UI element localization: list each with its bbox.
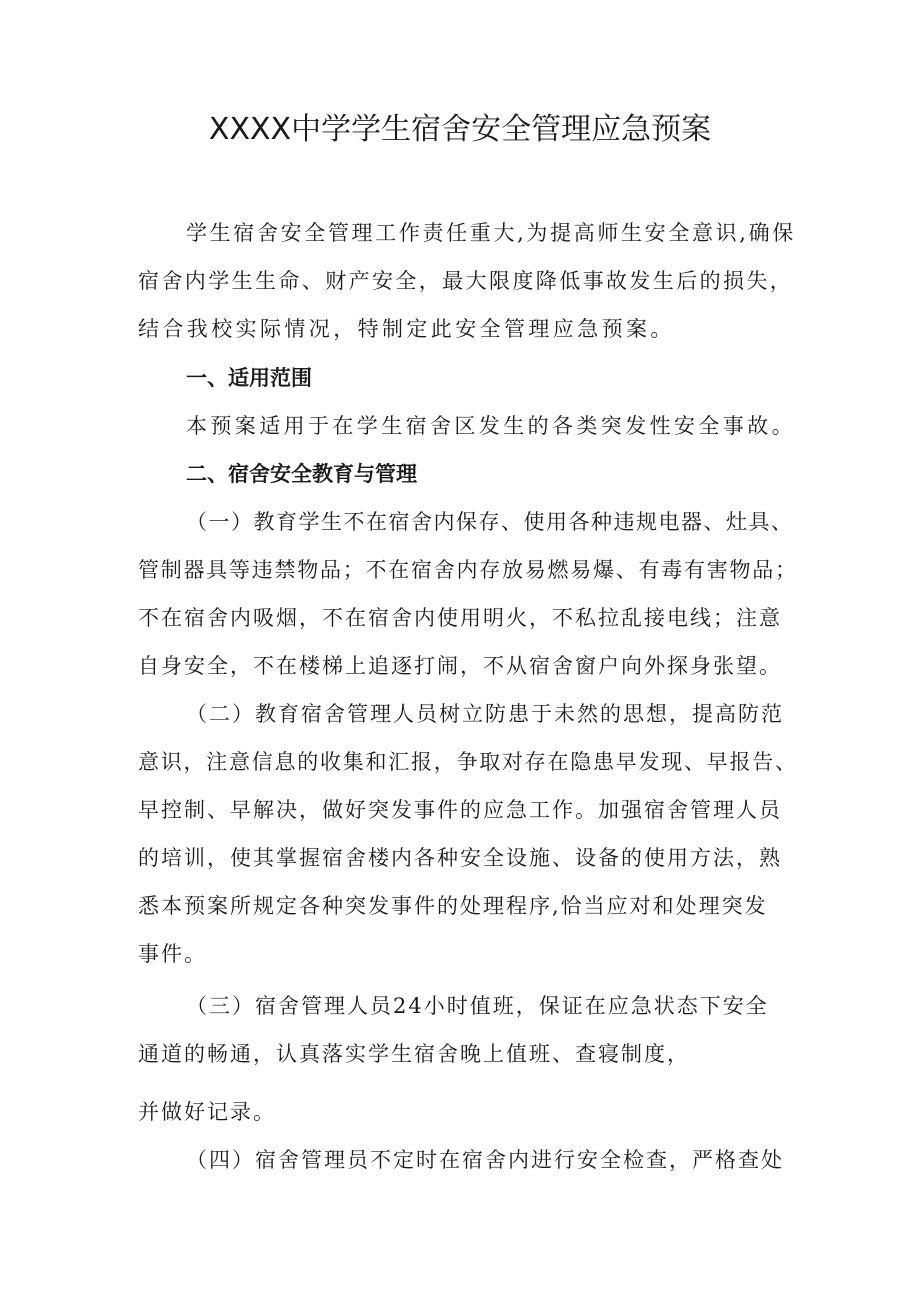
item-1-line-1: （一）教育学生不在宿舍内保存、使用各种违规电器、灶具、: [186, 510, 794, 534]
item-2-line-2: 意识，注意信息的收集和汇报，争取对存在隐患早发现、早报告、: [138, 750, 798, 774]
item-2-line-1: （二）教育宿舍管理人员树立防患于未然的思想，提高防范: [186, 702, 784, 726]
intro-line-2: 宿舍内学生生命、财产安全，最大限度降低事故发生后的损失，: [138, 269, 794, 293]
item-3-line-3: 并做好记录。: [138, 1100, 276, 1124]
item-3-line-2: 通道的畅通，认真落实学生宿舍晚上值班、查寝制度，: [138, 1042, 690, 1066]
document-title: XXXX中学学生宿舍安全管理应急预案: [208, 112, 712, 147]
item-2-line-4: 的培训，使其掌握宿舍楼内各种安全设施、设备的使用方法，熟: [138, 846, 782, 870]
intro-line-1: 学生宿舍安全管理工作责任重大,为提高师生安全意识,确保: [186, 221, 796, 245]
item-2-line-5: 悉本预案所规定各种突发事件的处理程序,恰当应对和处理突发: [138, 894, 768, 918]
item-1-line-3: 不在宿舍内吸烟，不在宿舍内使用明火，不私拉乱接电线；注意: [138, 606, 782, 630]
item-1-line-2: 管制器具等违禁物品；不在宿舍内存放易燃易爆、有毒有害物品；: [138, 558, 798, 582]
section-1-heading: 一、适用范围: [186, 366, 312, 390]
item-1-line-4: 自身安全，不在楼梯上追逐打闹，不从宿舍窗户向外探身张望。: [138, 654, 782, 678]
item-3-line-1: （三）宿舍管理人员24小时值班，保证在应急状态下安全: [186, 994, 769, 1018]
section-2-heading: 二、宿舍安全教育与管理: [186, 462, 417, 486]
intro-line-3: 结合我校实际情况，特制定此安全管理应急预案。: [138, 317, 675, 341]
section-1-line-1: 本预案适用于在学生宿舍区发生的各类突发性安全事故。: [186, 414, 796, 438]
item-2-line-3: 早控制、早解决，做好突发事件的应急工作。加强宿舍管理人员: [138, 798, 782, 822]
item-2-line-6: 事件。: [138, 942, 207, 966]
item-4-line-1: （四）宿舍管理员不定时在宿舍内进行安全检查，严格查处: [186, 1148, 784, 1172]
